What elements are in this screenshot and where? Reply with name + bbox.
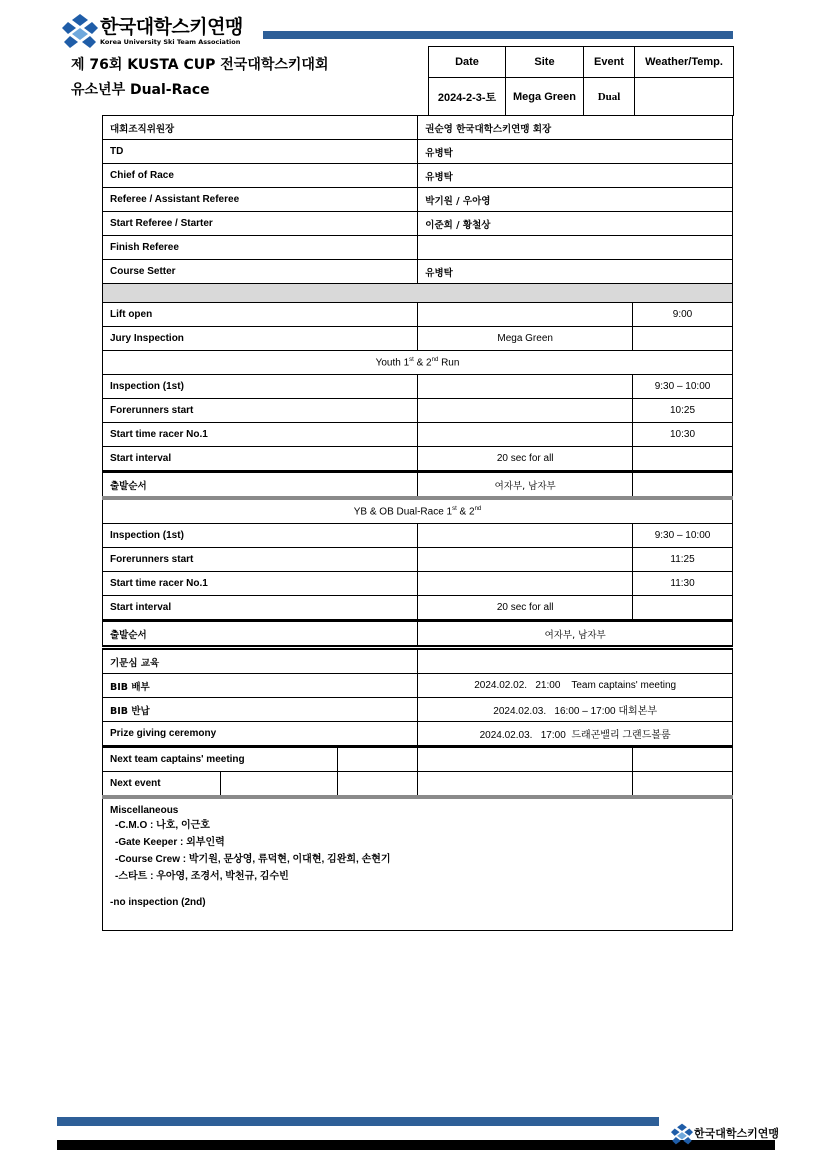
info-header-event: Event — [584, 47, 635, 78]
table-row: 대회조직위원장 권순영 한국대학스키연맹 회장 — [103, 116, 733, 140]
table-row: Prize giving ceremony 2024.02.03. 17:00 드래곤밸리 그랜드볼룸 — [103, 722, 733, 747]
table-row: Inspection (1st) 9:30 – 10:00 — [103, 524, 733, 548]
kusta-emblem-icon — [671, 1122, 693, 1146]
section-heading-youth: Youth 1st & 2nd Run — [103, 351, 733, 375]
info-date: 2024-2-3-토 — [429, 78, 506, 116]
footer-logo-english: Korea University Ski Team Association — [694, 1140, 770, 1145]
misc-line: -Gate Keeper : 외부인력 — [115, 837, 225, 848]
section-heading-yb-ob: YB & OB Dual-Race 1st & 2nd — [103, 498, 733, 524]
misc-line: -Course Crew : 박기원, 문상영, 류덕현, 이대현, 김완희, 손현기 — [115, 854, 391, 865]
info-header-weather: Weather/Temp. — [635, 47, 734, 78]
table-row: Start time racer No.1 11:30 — [103, 572, 733, 596]
race-info-table — [428, 46, 734, 116]
table-row: Forerunners start 10:25 — [103, 399, 733, 423]
table-row: Jury Inspection Mega Green — [103, 327, 733, 351]
misc-note: -no inspection (2nd) — [110, 897, 206, 908]
table-row: 출발순서 여자부, 남자부 — [103, 472, 733, 499]
schedule-table — [102, 115, 733, 931]
table-row: Inspection (1st) 9:30 – 10:00 — [103, 375, 733, 399]
table-row: 출발순서 여자부, 남자부 — [103, 621, 733, 648]
footer-blue-bar — [57, 1117, 659, 1126]
page-subtitle: 유소년부 Dual-Race — [71, 82, 210, 98]
misc-line: -C.M.O : 나호, 이근호 — [115, 820, 210, 831]
table-row: Next event — [103, 772, 733, 798]
table-row: Chief of Race 유병탁 — [103, 164, 733, 188]
table-row: 기문심 교육 — [103, 648, 733, 674]
table-row: Start time racer No.1 10:30 — [103, 423, 733, 447]
footer-logo — [671, 1122, 781, 1148]
table-row: Next team captains' meeting — [103, 747, 733, 772]
header-blue-bar — [263, 31, 733, 39]
info-header-site: Site — [506, 47, 584, 78]
table-row: Start interval 20 sec for all — [103, 447, 733, 472]
info-header-date: Date — [429, 47, 506, 78]
info-site: Mega Green — [506, 78, 584, 116]
miscellaneous-section — [103, 797, 733, 931]
table-row: BIB 반납 2024.02.03. 16:00 – 17:00 대회본부 — [103, 698, 733, 722]
header-logo — [62, 12, 262, 52]
misc-title: Miscellaneous — [110, 805, 179, 816]
table-row: Lift open 9:00 — [103, 303, 733, 327]
table-row: Course Setter 유병탁 — [103, 260, 733, 284]
logo-english-text: Korea University Ski Team Association — [100, 38, 241, 46]
kusta-emblem-icon — [62, 12, 98, 50]
info-event: Dual — [584, 78, 635, 116]
table-row: Referee / Assistant Referee 박기원 / 우아영 — [103, 188, 733, 212]
footer-black-bar — [57, 1140, 775, 1150]
section-divider — [103, 284, 733, 303]
page-title: 제 76회 KUSTA CUP 전국대학스키대회 — [71, 57, 329, 73]
table-row: Start interval 20 sec for all — [103, 596, 733, 621]
info-weather — [635, 78, 734, 116]
table-row: BIB 배부 2024.02.02. 21:00 Team captains' meeting — [103, 674, 733, 698]
table-row: Forerunners start 11:25 — [103, 548, 733, 572]
table-row: Finish Referee — [103, 236, 733, 260]
logo-korean-text: 한국대학스키연맹 — [100, 16, 243, 38]
table-row: TD 유병탁 — [103, 140, 733, 164]
misc-line: -스타트 : 우아영, 조경서, 박천규, 김수빈 — [115, 871, 289, 882]
footer-logo-korean: 한국대학스키연맹 — [694, 1127, 780, 1140]
table-row: Start Referee / Starter 이준희 / 황철상 — [103, 212, 733, 236]
